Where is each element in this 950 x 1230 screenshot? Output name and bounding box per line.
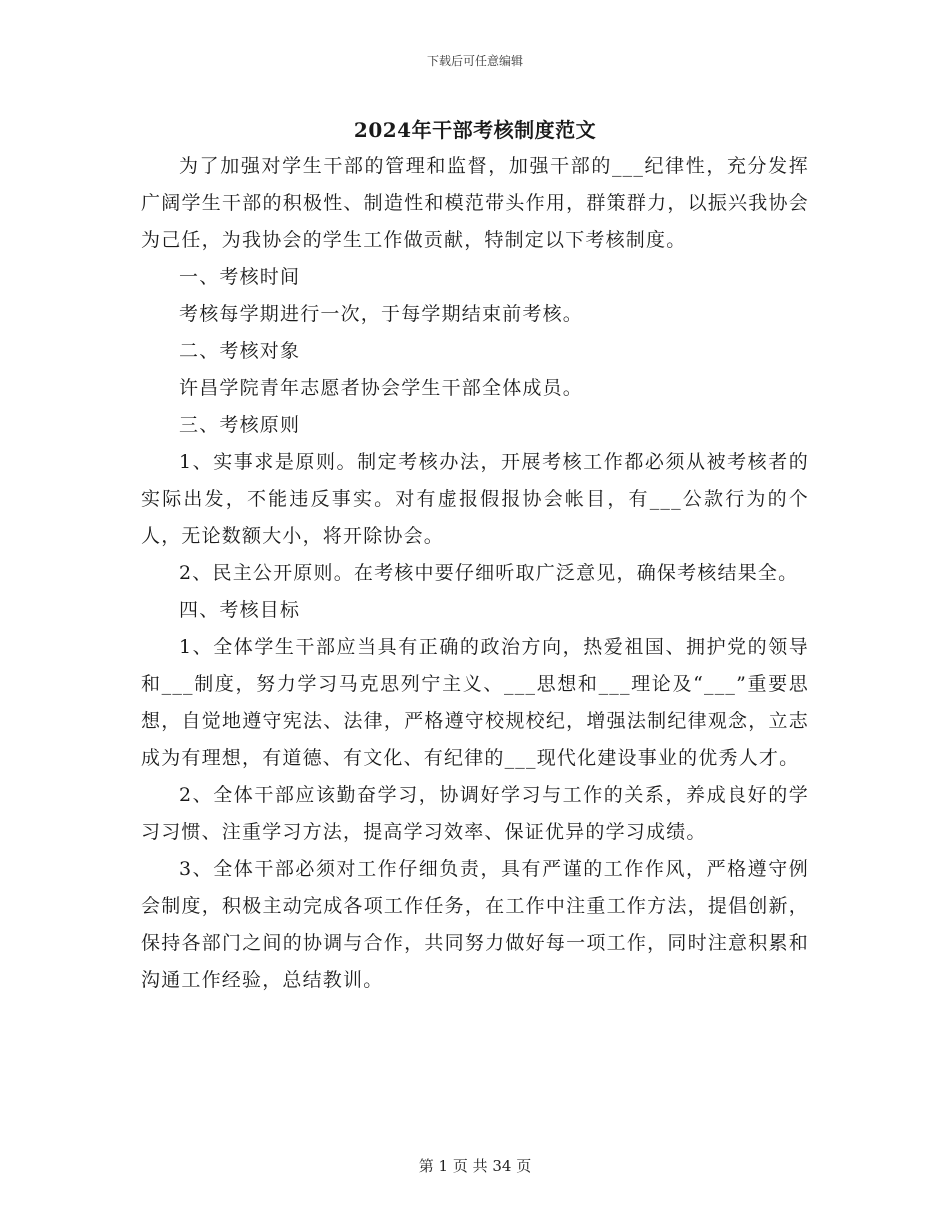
paragraph-goal-3: 3、全体干部必须对工作仔细负责，具有严谨的工作作风，严格遵守例会制度，积极主动完成各项工作任务，在工作中注重工作方法，提倡创新，保持各部门之间的协调与合作，共同努力做好每一项工作，同时注意积累和沟通工作经验，总结教训。 [141, 858, 809, 991]
section-heading-time: 一、考核时间 [179, 266, 301, 288]
document-body [141, 148, 809, 999]
paragraph-goal-2: 2、全体干部应该勤奋学习，协调好学习与工作的关系，养成良好的学习习惯、注重学习方法，提高学习效率、保证优异的学习成绩。 [141, 784, 809, 843]
paragraph-goal-1: 1、全体学生干部应当具有正确的政治方向，热爱祖国、拥护党的领导和___制度，努力学习马克思列宁主义、___思想和___理论及“___”重要思想，自觉地遵守宪法、法律，严格遵守校规校纪，增强法制纪律观念，立志成为有理想，有道德、有文化、有纪律的___现代化建设事业的优秀人才。 [141, 636, 809, 769]
paragraph-time: 考核每学期进行一次，于每学期结束前考核。 [179, 303, 584, 325]
section-heading-principles: 三、考核原则 [179, 414, 301, 436]
document-title: 2024年干部考核制度范文 [353, 118, 597, 142]
paragraph-target: 许昌学院青年志愿者协会学生干部全体成员。 [179, 377, 584, 399]
page-header-note: 下载后可任意编辑 [426, 54, 523, 68]
paragraph-intro: 为了加强对学生干部的管理和监督，加强干部的___纪律性，充分发挥广阔学生干部的积极性、制造性和模范带头作用，群策群力，以振兴我协会为己任，为我协会的学生工作做贡献，特制定以下考核制度。 [141, 155, 809, 251]
paragraph-principle-2: 2、民主公开原则。在考核中要仔细听取广泛意见，确保考核结果全。 [179, 562, 799, 584]
paragraph-principle-1: 1、实事求是原则。制定考核办法，开展考核工作都必须从被考核者的实际出发，不能违反事实。对有虚报假报协会帐目，有___公款行为的个人，无论数额大小，将开除协会。 [141, 451, 809, 547]
page-number: 第 1 页 共 34 页 [418, 1157, 532, 1175]
section-heading-target: 二、考核对象 [179, 340, 301, 362]
section-heading-goals: 四、考核目标 [179, 599, 301, 621]
